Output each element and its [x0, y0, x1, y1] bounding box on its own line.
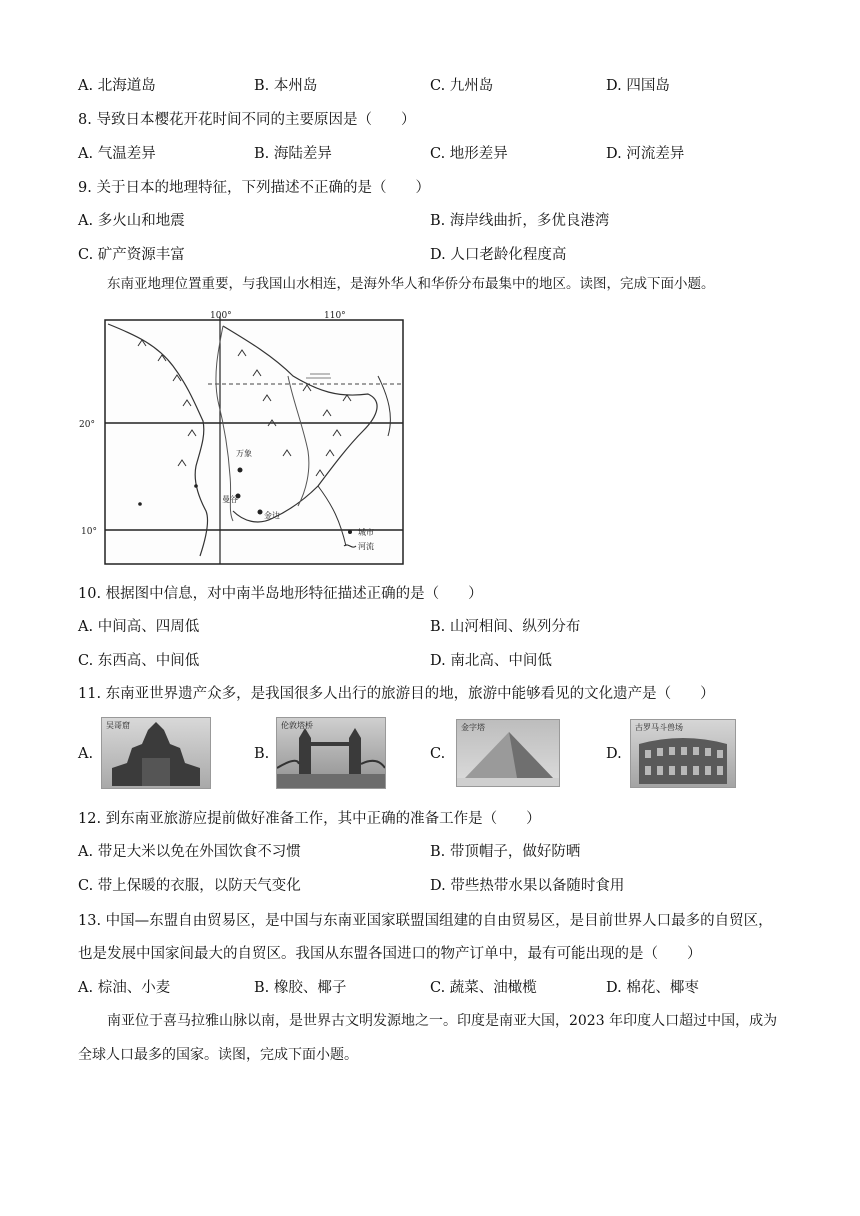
- q7-option-d[interactable]: D. 四国岛: [606, 78, 670, 94]
- q11-option-c[interactable]: C.: [430, 746, 446, 762]
- intro-south-asia: 南亚位于喜马拉雅山脉以南，是世界古文明发源地之一。印度是南亚大国，2023 年印度人口超过中国，成为全球人口最多的国家。读图，完成下面小题。: [78, 1013, 778, 1063]
- q13-option-b[interactable]: B. 橡胶、椰子: [254, 980, 347, 996]
- q8-option-d[interactable]: D. 河流差异: [606, 146, 685, 162]
- legend-river: 河流: [358, 542, 374, 551]
- q11-option-d[interactable]: D.: [606, 746, 622, 762]
- q10-stem: 10. 根据图中信息，对中南半岛地形特征描述正确的是（ ）: [78, 586, 483, 602]
- city-label-bangkok: 曼谷: [222, 495, 238, 504]
- q9-option-a[interactable]: A. 多火山和地震: [78, 213, 185, 229]
- q10-option-b[interactable]: B. 山河相间、纵列分布: [430, 619, 581, 635]
- q7-option-b[interactable]: B. 本州岛: [254, 78, 318, 94]
- city-label-vientiane: 万象: [236, 449, 252, 458]
- q9-option-d[interactable]: D. 人口老龄化程度高: [430, 247, 567, 263]
- tower-bridge-image[interactable]: 伦敦塔桥: [276, 717, 386, 789]
- legend-city: 城市: [358, 528, 374, 537]
- q11-option-b[interactable]: B.: [254, 746, 270, 762]
- pyramid-image[interactable]: 金字塔: [456, 719, 560, 787]
- lon-label-100: 100°: [210, 311, 232, 321]
- q13-option-d[interactable]: D. 棉花、椰枣: [606, 980, 699, 996]
- q8-option-a[interactable]: A. 气温差异: [78, 146, 156, 162]
- q12-option-b[interactable]: B. 带顶帽子，做好防晒: [430, 844, 581, 860]
- intro-southeast-asia: 东南亚地理位置重要，与我国山水相连，是海外华人和华侨分布最集中的地区。读图，完成下面小题。: [107, 276, 715, 292]
- q8-option-b[interactable]: B. 海陆差异: [254, 146, 332, 162]
- q13-option-c[interactable]: C. 蔬菜、油橄榄: [430, 980, 537, 996]
- q8-stem: 8. 导致日本樱花开花时间不同的主要原因是（ ）: [78, 112, 416, 128]
- q12-option-d[interactable]: D. 带些热带水果以备随时食用: [430, 878, 625, 894]
- q7-option-a[interactable]: A. 北海道岛: [78, 78, 156, 94]
- q8-option-c[interactable]: C. 地形差异: [430, 146, 508, 162]
- indochina-map: [78, 306, 408, 568]
- lat-label-20: 20°: [79, 420, 95, 430]
- q12-option-a[interactable]: A. 带足大米以免在外国饮食不习惯: [78, 844, 301, 860]
- q9-option-c[interactable]: C. 矿产资源丰富: [78, 247, 185, 263]
- q10-option-c[interactable]: C. 东西高、中间低: [78, 653, 200, 669]
- q10-option-d[interactable]: D. 南北高、中间低: [430, 653, 552, 669]
- map-figure: [78, 306, 408, 568]
- q7-option-c[interactable]: C. 九州岛: [430, 78, 494, 94]
- q9-option-b[interactable]: B. 海岸线曲折，多优良港湾: [430, 213, 610, 229]
- q11-option-a[interactable]: A.: [78, 746, 94, 762]
- city-dot-phnom-penh: [258, 510, 263, 515]
- q12-stem: 12. 到东南亚旅游应提前做好准备工作，其中正确的准备工作是（ ）: [78, 811, 541, 827]
- city-dot-vientiane: [238, 468, 243, 473]
- q11-stem: 11. 东南亚世界遗产众多，是我国很多人出行的旅游目的地，旅游中能够看见的文化遗产是（ ）: [78, 686, 715, 702]
- colosseum-image[interactable]: 古罗马斗兽场: [630, 719, 736, 788]
- q13-option-a[interactable]: A. 棕油、小麦: [78, 980, 171, 996]
- lat-label-10: 10°: [81, 527, 97, 537]
- lon-label-110: 110°: [324, 311, 346, 321]
- angkor-wat-image[interactable]: 吴哥窟: [101, 717, 211, 789]
- q13-stem-line1: 13. 中国—东盟自由贸易区，是中国与东南亚国家联盟国组建的自由贸易区，是目前世界人口最多的自贸区，: [78, 913, 773, 929]
- city-label-phnom-penh: 金边: [264, 511, 280, 520]
- q13-stem-line2: 也是发展中国家间最大的自贸区。我国从东盟各国进口的物产订单中，最有可能出现的是（ ）: [78, 946, 702, 962]
- q12-option-c[interactable]: C. 带上保暖的衣服，以防天气变化: [78, 878, 301, 894]
- q9-stem: 9. 关于日本的地理特征，下列描述不正确的是（ ）: [78, 180, 430, 196]
- q10-option-a[interactable]: A. 中间高、四周低: [78, 619, 200, 635]
